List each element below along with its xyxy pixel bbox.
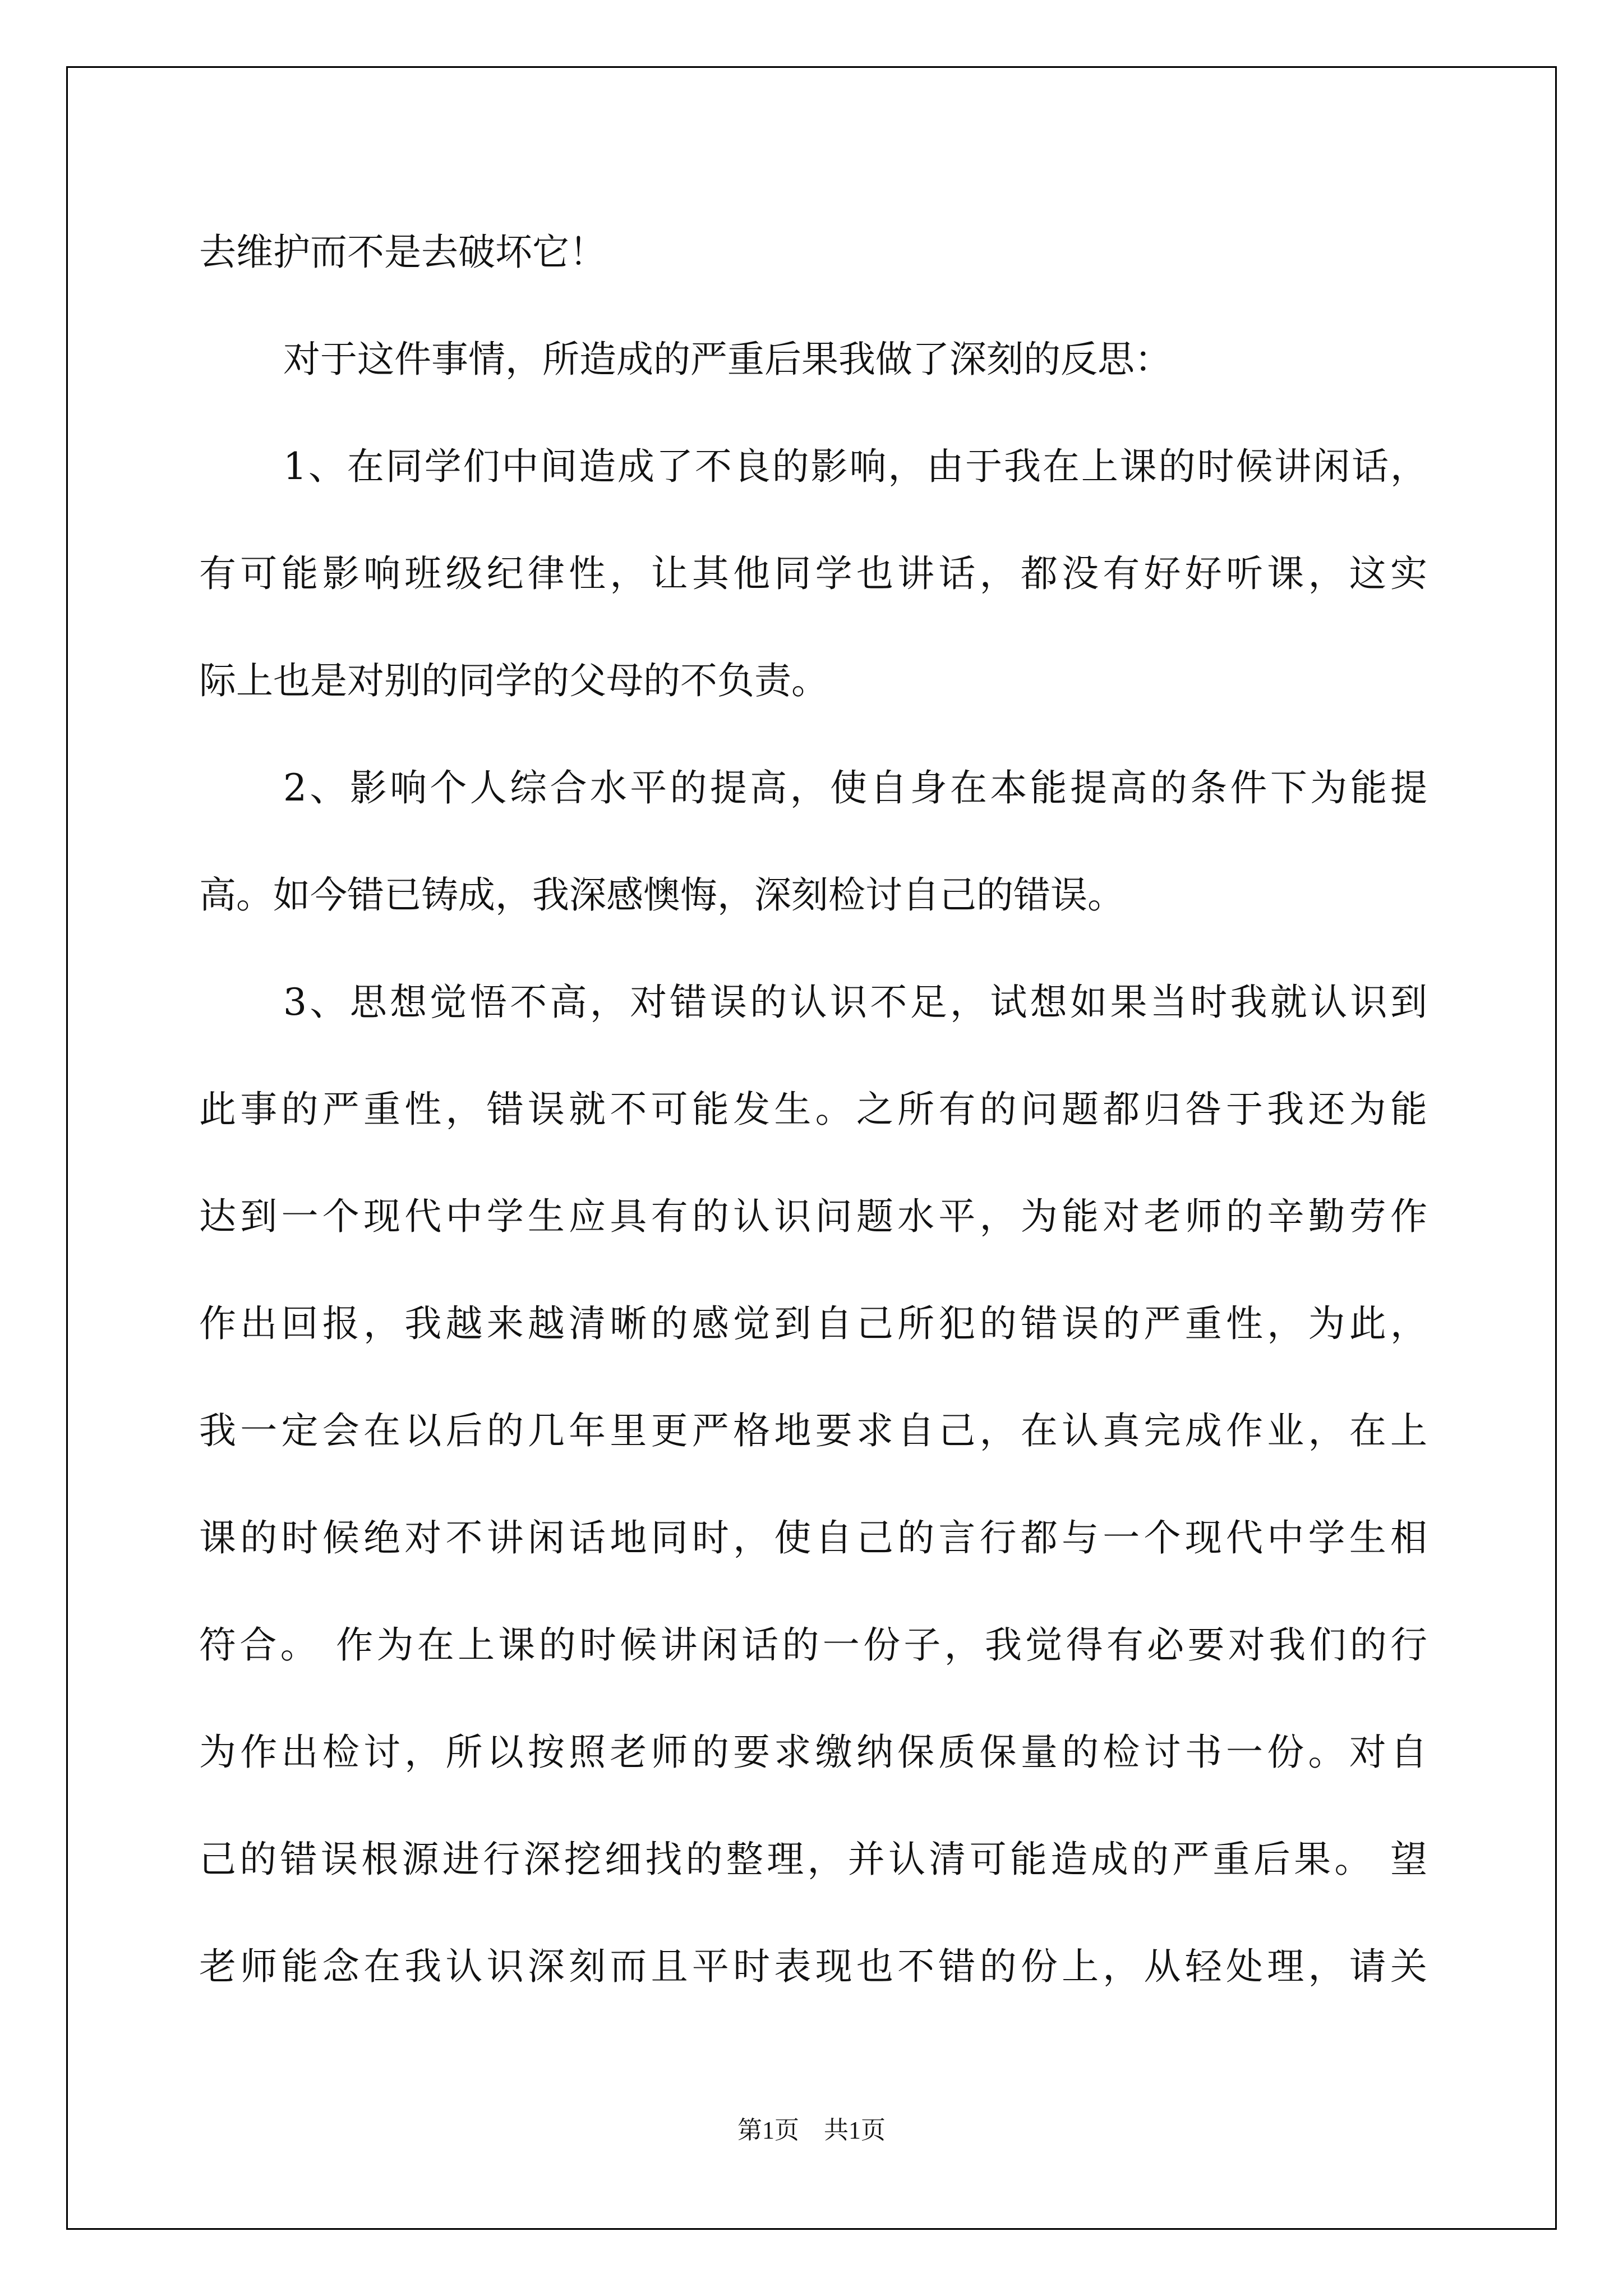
text-line: 老师能念在我认识深刻而且平时表现也不错的份上，从轻处理，请关 bbox=[199, 1945, 1427, 1988]
text-line: 课的时候绝对不讲闲话地同时，使自己的言行都与一个现代中学生相 bbox=[199, 1516, 1427, 1559]
text-line: 高。如今错已铸成，我深感懊悔，深刻检讨自己的错误。 bbox=[199, 873, 1124, 917]
document-body bbox=[199, 219, 1427, 2040]
text-line: 为作出检讨，所以按照老师的要求缴纳保质保量的检讨书一份。对自 bbox=[199, 1731, 1427, 1774]
text-line: 去维护而不是去破坏它！ bbox=[199, 231, 606, 274]
text-line: 1、在同学们中间造成了不良的影响，由于我在上课的时候讲闲话， bbox=[283, 445, 1427, 488]
text-line: 此事的严重性，错误就不可能发生。之所有的问题都归咎于我还为能 bbox=[199, 1088, 1427, 1131]
text-line: 达到一个现代中学生应具有的认识问题水平，为能对老师的辛勤劳作 bbox=[199, 1195, 1427, 1238]
total-pages: 共1页 bbox=[824, 2116, 886, 2144]
text-line: 己的错误根源进行深挖细找的整理，并认清可能造成的严重后果。 望 bbox=[199, 1838, 1427, 1881]
text-line: 作出回报，我越来越清晰的感觉到自己所犯的错误的严重性，为此， bbox=[199, 1302, 1427, 1345]
text-line: 际上也是对别的同学的父母的不负责。 bbox=[199, 659, 828, 702]
page-footer bbox=[0, 2114, 1623, 2147]
text-line: 符合。 作为在上课的时候讲闲话的一份子，我觉得有必要对我们的行 bbox=[199, 1623, 1427, 1667]
text-line: 有可能影响班级纪律性，让其他同学也讲话，都没有好好听课，这实 bbox=[199, 552, 1427, 595]
text-line: 2、影响个人综合水平的提高，使自身在本能提高的条件下为能提 bbox=[283, 766, 1427, 809]
text-line: 对于这件事情，所造成的严重后果我做了深刻的反思： bbox=[283, 338, 1172, 381]
page-number: 第1页 bbox=[737, 2116, 799, 2144]
text-line: 我一定会在以后的几年里更严格地要求自己，在认真完成作业，在上 bbox=[199, 1409, 1427, 1452]
text-line: 3、思想觉悟不高，对错误的认识不足，试想如果当时我就认识到 bbox=[283, 981, 1427, 1024]
